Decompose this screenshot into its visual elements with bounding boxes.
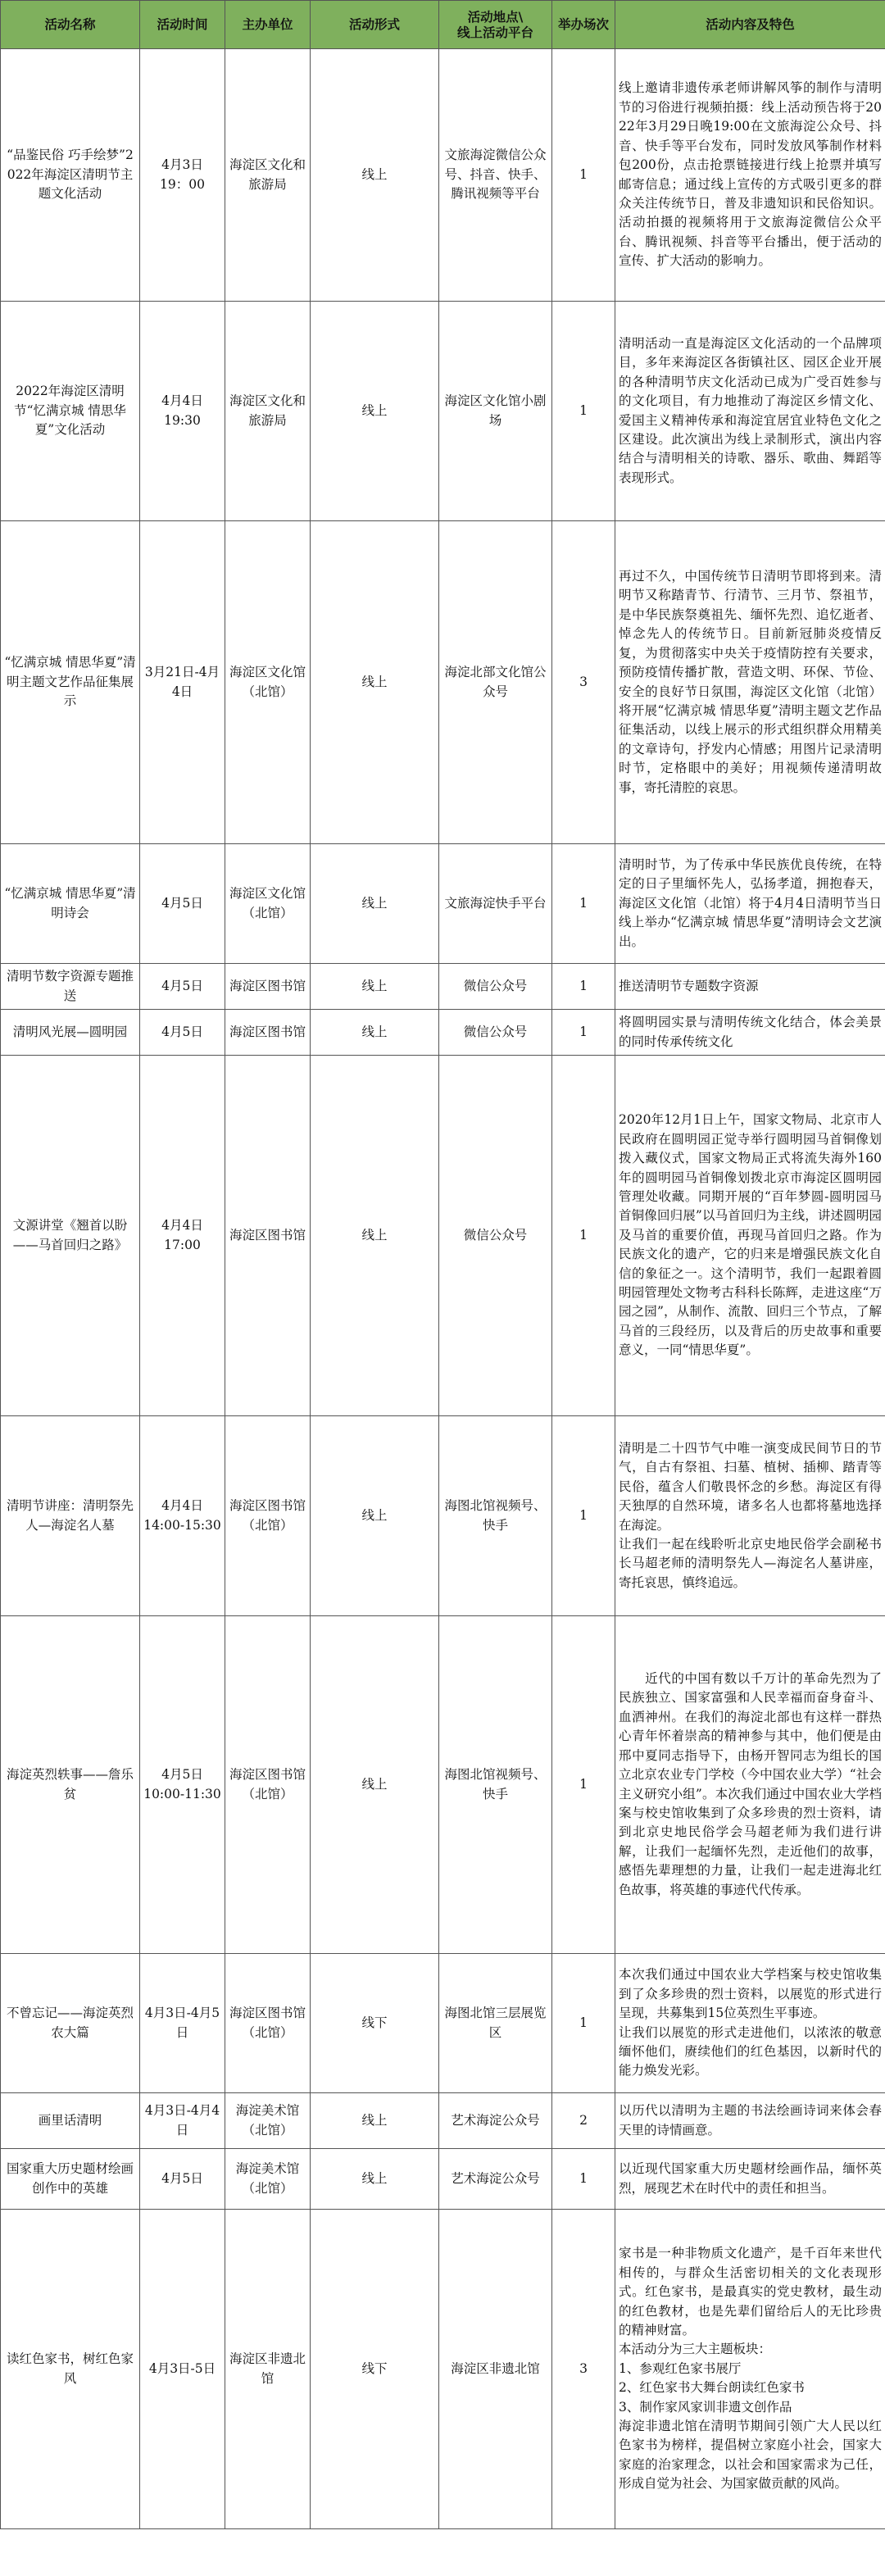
event-name: “忆满京城 情思华夏”清明诗会 [1, 844, 140, 964]
event-content: 近代的中国有数以千万计的革命先烈为了民族独立、国家富强和人民幸福而奋身奋斗、血洒神州。在我们的海淀北部也有这样一群热心青年怀着崇高的精神参与其中，他们便是由邢中夏同志指导下，由杨开智同志为组长的国立北京农业专门学校（今中国农业大学）“社会主义研究小组”。本次我们通过中国农业大学档案与校史馆收集到了众多珍贵的烈士资料，请到北京史地民俗学会马超老师为我们进行讲解，让我们一起缅怀先烈，走近他们的故事，感悟先辈理想的力量，让我们一起走进海北红色故事，将英雄的事迹代代传承。 [615, 1616, 885, 1954]
event-venue: 海淀北部文化馆公众号 [439, 521, 552, 844]
event-name: 国家重大历史题材绘画创作中的英雄 [1, 2149, 140, 2210]
event-sessions: 1 [552, 1616, 615, 1954]
event-time: 4月5日 10:00-11:30 [140, 1616, 225, 1954]
table-row [1, 1416, 885, 1616]
table-row [1, 1010, 885, 1056]
event-form: 线下 [311, 2210, 439, 2529]
event-name: 不曾忘记——海淀英烈农大篇 [1, 1954, 140, 2093]
event-name: 文源讲堂《翘首以盼——马首回归之路》 [1, 1056, 140, 1416]
event-organizer: 海淀区图书馆（北馆） [225, 1616, 311, 1954]
event-form: 线上 [311, 1010, 439, 1056]
event-time: 4月3日-4月5日 [140, 1954, 225, 2093]
event-sessions: 1 [552, 964, 615, 1010]
event-content: 线上邀请非遗传承老师讲解风筝的制作与清明节的习俗进行视频拍摄：线上活动预告将于2022年3月29日晚19:00在文旅海淀公众号、抖音、快手等平台发布，同时发放风筝制作材料包200份，点击抢票链接进行线上抢票并填写邮寄信息；通过线上宣传的方式吸引更多的群众关注传统节日，普及非遗知识和民俗知识。活动拍摄的视频将用于文旅海淀微信公众平台、腾讯视频、抖音等平台播出，便于活动的宣传、扩大活动的影响力。 [615, 49, 885, 302]
event-name: 2022年海淀区清明节“忆满京城 情思华夏”文化活动 [1, 302, 140, 521]
event-form: 线上 [311, 964, 439, 1010]
event-form: 线上 [311, 521, 439, 844]
event-organizer: 海淀区文化和旅游局 [225, 49, 311, 302]
event-time: 4月4日 19:30 [140, 302, 225, 521]
event-venue: 微信公众号 [439, 1010, 552, 1056]
event-content: 推送清明节专题数字资源 [615, 964, 885, 1010]
event-name: 清明节数字资源专题推送 [1, 964, 140, 1010]
event-form: 线上 [311, 1416, 439, 1616]
event-time: 3月21日-4月4日 [140, 521, 225, 844]
event-organizer: 海淀区文化馆（北馆） [225, 844, 311, 964]
table-row [1, 49, 885, 302]
event-time: 4月5日 [140, 1010, 225, 1056]
event-venue: 文旅海淀微信公众号、抖音、快手、腾讯视频等平台 [439, 49, 552, 302]
event-content: 将圆明园实景与清明传统文化结合，体会美景的同时传承传统文化 [615, 1010, 885, 1056]
event-venue: 艺术海淀公众号 [439, 2093, 552, 2149]
event-organizer: 海淀区图书馆 [225, 1056, 311, 1416]
event-venue: 艺术海淀公众号 [439, 2149, 552, 2210]
event-venue: 微信公众号 [439, 964, 552, 1010]
header-venue: 活动地点\ 线上活动平台 [439, 1, 552, 49]
event-content: 清明活动一直是海淀区文化活动的一个品牌项目，多年来海淀区各街镇社区、园区企业开展的各种清明节庆文化活动已成为广受百姓参与的文化项目，有力地推动了海淀区乡情文化、爱国主义精神传承和海淀宜居宜业特色文化之区建设。此次演出为线上录制形式，演出内容结合与清明相关的诗歌、器乐、歌曲、舞蹈等表现形式。 [615, 302, 885, 521]
event-name: 海淀英烈轶事——詹乐贫 [1, 1616, 140, 1954]
event-venue: 海图北馆三层展览区 [439, 1954, 552, 2093]
event-time: 4月3日-4月4日 [140, 2093, 225, 2149]
event-form: 线上 [311, 302, 439, 521]
event-content: 本次我们通过中国农业大学档案与校史馆收集到了众多珍贵的烈士资料，以展览的形式进行呈现，共募集到15位英烈生平事迹。 让我们以展览的形式走进他们，以浓浓的敬意缅怀他们，赓续他们的红色基因，以新时代的能力焕发光彩。 [615, 1954, 885, 2093]
event-sessions: 1 [552, 1056, 615, 1416]
event-name: “忆满京城 情思华夏”清明主题文艺作品征集展示 [1, 521, 140, 844]
event-time: 4月5日 [140, 964, 225, 1010]
event-organizer: 海淀区图书馆 [225, 1010, 311, 1056]
table-row [1, 2210, 885, 2529]
event-content: 以历代以清明为主题的书法绘画诗词来体会春天里的诗情画意。 [615, 2093, 885, 2149]
event-time: 4月3日-5日 [140, 2210, 225, 2529]
header-name: 活动名称 [1, 1, 140, 49]
event-name: 画里话清明 [1, 2093, 140, 2149]
event-time: 4月3日 19：00 [140, 49, 225, 302]
event-content: 以近现代国家重大历史题材绘画作品，缅怀英烈，展现艺术在时代中的责任和担当。 [615, 2149, 885, 2210]
event-content: 2020年12月1日上午，国家文物局、北京市人民政府在圆明园正觉寺举行圆明园马首铜像划拨入藏仪式，国家文物局正式将流失海外160年的圆明园马首铜像划拨北京市海淀区圆明园管理处收藏。同期开展的“百年梦圆-圆明园马首铜像回归展”以马首回归为主线，讲述圆明园及马首的重要价值，再现马首回归之路。作为民族文化的遗产，它的归来是增强民族文化自信的象征之一。这个清明节，我们一起跟着圆明园管理处文物考古科科长陈辉，走进这座“万园之园”，从制作、流散、回归三个节点，了解马首的三段经历，以及背后的历史故事和重要意义，一同“情思华夏”。 [615, 1056, 885, 1416]
event-sessions: 3 [552, 521, 615, 844]
table-row [1, 2149, 885, 2210]
header-form: 活动形式 [311, 1, 439, 49]
event-sessions: 1 [552, 1954, 615, 2093]
event-content: 清明时节，为了传承中华民族优良传统，在特定的日子里缅怀先人，弘扬孝道，拥抱春天，海淀区文化馆（北馆）将于4月4日清明节当日线上举办“忆满京城 情思华夏”清明诗会文艺演出。 [615, 844, 885, 964]
event-venue: 文旅海淀快手平台 [439, 844, 552, 964]
event-time: 4月4日 17:00 [140, 1056, 225, 1416]
table-row [1, 1056, 885, 1416]
event-form: 线上 [311, 2149, 439, 2210]
event-sessions: 2 [552, 2093, 615, 2149]
event-venue: 海图北馆视频号、快手 [439, 1616, 552, 1954]
event-organizer: 海淀区文化馆（北馆） [225, 521, 311, 844]
event-sessions: 1 [552, 844, 615, 964]
event-sessions: 3 [552, 2210, 615, 2529]
event-name: 清明节讲座：清明祭先人—海淀名人墓 [1, 1416, 140, 1616]
event-content: 再过不久，中国传统节日清明节即将到来。清明节又称踏青节、行清节、三月节、祭祖节，是中华民族祭奠祖先、缅怀先烈、追忆逝者、悼念先人的传统节日。目前新冠肺炎疫情反复，为贯彻落实中央关于疫情防控有关要求，预防疫情传播扩散，营造文明、环保、节俭、安全的良好节日氛围，海淀区文化馆（北馆）将开展“忆满京城 情思华夏”清明主题文艺作品征集活动，以线上展示的形式组织群众用精美的文章诗句，抒发内心情感；用图片记录清明时节，定格眼中的美好；用视频传递清明故事，寄托清腔的哀思。 [615, 521, 885, 844]
event-content: 清明是二十四节气中唯一演变成民间节日的节气，自古有祭祖、扫墓、植树、插柳、踏青等民俗，蕴含人们敬畏怀念的乡愁。海淀区有得天独厚的自然环境，诸多名人也都将墓地选择在海淀。 让我们一起在线聆听北京史地民俗学会副秘书长马超老师的清明祭先人—海淀名人墓讲座，寄托哀思，慎终追远。 [615, 1416, 885, 1616]
event-venue: 海图北馆视频号、快手 [439, 1416, 552, 1616]
event-name: 清明风光展—圆明园 [1, 1010, 140, 1056]
event-organizer: 海淀区图书馆（北馆） [225, 1416, 311, 1616]
header-content: 活动内容及特色 [615, 1, 885, 49]
event-sessions: 1 [552, 49, 615, 302]
header-time: 活动时间 [140, 1, 225, 49]
event-organizer: 海淀区非遗北馆 [225, 2210, 311, 2529]
event-sessions: 1 [552, 2149, 615, 2210]
event-content: 家书是一种非物质文化遗产，是千百年来世代相传的，与群众生活密切相关的文化表现形式。红色家书，是最真实的党史教材，最生动的红色教材，也是先辈们留给后人的无比珍贵的精神财富。 本活动分为三大主题板块： 1、参观红色家书展厅 2、红色家书大舞台朗读红色家书 3、制作家风家训非遗文创作品 海淀非遗北馆在清明节期间引领广大人民以红色家书为榜样，提倡树立家庭小社会，国家大家庭的治家理念，以社会和国家需求为己任，形成自觉为社会、为国家做贡献的风尚。 [615, 2210, 885, 2529]
event-organizer: 海淀美术馆（北馆） [225, 2093, 311, 2149]
event-organizer: 海淀区文化和旅游局 [225, 302, 311, 521]
header-organizer: 主办单位 [225, 1, 311, 49]
event-organizer: 海淀区图书馆 [225, 964, 311, 1010]
table-row [1, 2093, 885, 2149]
header-sessions: 举办场次 [552, 1, 615, 49]
event-name: “品鉴民俗 巧手绘梦”2022年海淀区清明节主题文化活动 [1, 49, 140, 302]
event-time: 4月4日 14:00-15:30 [140, 1416, 225, 1616]
event-form: 线下 [311, 1954, 439, 2093]
event-form: 线上 [311, 844, 439, 964]
event-time: 4月5日 [140, 2149, 225, 2210]
event-organizer: 海淀美术馆（北馆） [225, 2149, 311, 2210]
event-sessions: 1 [552, 302, 615, 521]
event-sessions: 1 [552, 1416, 615, 1616]
event-form: 线上 [311, 1056, 439, 1416]
table-row [1, 844, 885, 964]
event-organizer: 海淀区图书馆（北馆） [225, 1954, 311, 2093]
event-form: 线上 [311, 1616, 439, 1954]
header-row [1, 1, 885, 49]
event-time: 4月5日 [140, 844, 225, 964]
table-row [1, 964, 885, 1010]
event-venue: 海淀区非遗北馆 [439, 2210, 552, 2529]
event-form: 线上 [311, 49, 439, 302]
table-row [1, 302, 885, 521]
event-venue: 海淀区文化馆小剧场 [439, 302, 552, 521]
event-name: 读红色家书，树红色家风 [1, 2210, 140, 2529]
event-venue: 微信公众号 [439, 1056, 552, 1416]
table-row [1, 521, 885, 844]
event-form: 线上 [311, 2093, 439, 2149]
event-sessions: 1 [552, 1010, 615, 1056]
table-row [1, 1616, 885, 1954]
table-row [1, 1954, 885, 2093]
